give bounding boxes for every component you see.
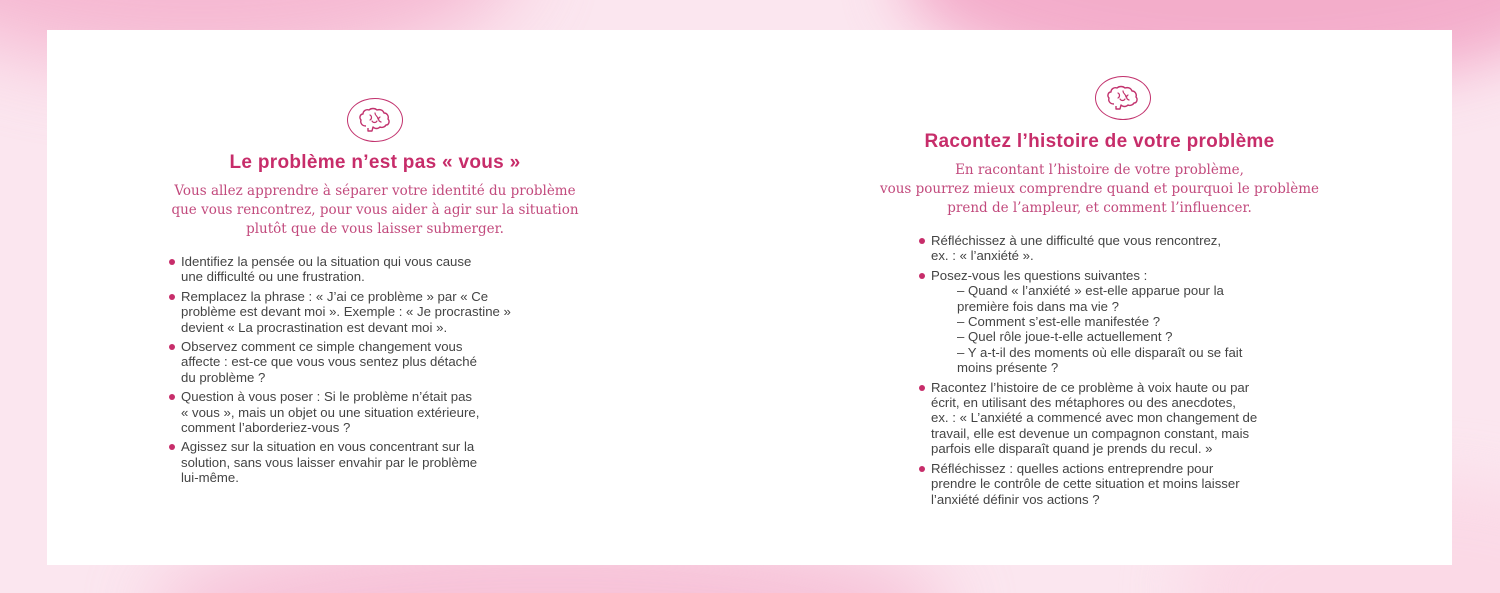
text-line: ex. : « l’anxiété ». bbox=[931, 248, 1034, 264]
text-line: prendre le contrôle de cette situation et moins laisser bbox=[931, 476, 1240, 492]
text-line: Posez-vous les questions suivantes : bbox=[931, 267, 1148, 283]
text-line: devient « La procrastination est devant moi ». bbox=[181, 319, 448, 335]
text-line: solution, sans vous laisser envahir par le problème bbox=[181, 454, 478, 470]
page-title: Le problème n’est pas « vous » bbox=[229, 152, 521, 173]
text-line: affecte : est-ce que vous vous sentez plus détaché bbox=[181, 354, 477, 370]
text-line: Réfléchissez à une difficulté que vous rencontrez, bbox=[931, 233, 1222, 248]
intro-line: En racontant l’histoire de votre problème, bbox=[955, 162, 1244, 178]
intro-line: que vous rencontrez, pour vous aider à agir sur la situation bbox=[171, 202, 579, 218]
text-line: lui-même. bbox=[181, 470, 239, 486]
text-line: – Quand « l’anxiété » est-elle apparue pour la bbox=[957, 283, 1224, 299]
list-item bbox=[181, 439, 511, 485]
text-line: Observez comment ce simple changement vous bbox=[181, 339, 463, 355]
text-line: l’anxiété définir vos actions ? bbox=[931, 491, 1100, 507]
list-item bbox=[931, 380, 1257, 457]
text-line: du problème ? bbox=[181, 369, 266, 385]
list-item bbox=[931, 268, 1257, 376]
text-line: – Quel rôle joue-t-elle actuellement ? bbox=[957, 329, 1173, 345]
text-line: « vous », mais un objet ou une situation extérieure, bbox=[181, 404, 480, 420]
text-line: travail, elle est devenue un compagnon constant, mais bbox=[931, 425, 1250, 441]
list-item bbox=[931, 233, 1257, 264]
intro-line: vous pourrez mieux comprendre quand et pourquoi le problème bbox=[879, 181, 1320, 197]
text-line: écrit, en utilisant des métaphores ou des anecdotes, bbox=[931, 395, 1236, 411]
intro-paragraph bbox=[747, 161, 1452, 218]
text-line: Identifiez la pensée ou la situation qui vous cause bbox=[181, 254, 472, 269]
text-line: Question à vous poser : Si le problème n’était pas bbox=[181, 389, 473, 405]
list-item bbox=[181, 254, 511, 285]
text-line: première fois dans ma vie ? bbox=[957, 298, 1119, 314]
bullet-list bbox=[931, 233, 1257, 511]
text-line: moins présente ? bbox=[957, 360, 1059, 376]
page-title: Racontez l’histoire de votre problème bbox=[924, 131, 1275, 152]
text-line: Agissez sur la situation en vous concentrant sur la bbox=[181, 439, 475, 455]
intro-line: prend de l’ampleur, et comment l’influencer. bbox=[947, 200, 1252, 216]
list-item bbox=[181, 389, 511, 435]
text-line: – Comment s’est-elle manifestée ? bbox=[957, 314, 1161, 330]
text-line: Réfléchissez : quelles actions entreprendre pour bbox=[931, 460, 1214, 476]
text-line: ex. : « L’anxiété a commencé avec mon changement de bbox=[931, 410, 1258, 426]
left-page bbox=[47, 30, 703, 565]
list-item bbox=[181, 339, 511, 385]
text-line: Remplacez la phrase : « J’ai ce problème » par « Ce bbox=[181, 288, 489, 304]
intro-line: plutôt que de vous laisser submerger. bbox=[246, 221, 504, 237]
text-line: – Y a-t-il des moments où elle disparaît ou se fait bbox=[957, 344, 1243, 360]
text-line: problème est devant moi ». Exemple : « Je procrastine » bbox=[181, 304, 511, 320]
right-page bbox=[747, 30, 1452, 565]
book-spread bbox=[47, 30, 1452, 565]
brain-icon bbox=[1095, 76, 1151, 120]
text-line: une difficulté ou une frustration. bbox=[181, 269, 365, 285]
list-item bbox=[931, 461, 1257, 507]
text-line: parfois elle disparaît quand je prends du recul. » bbox=[931, 441, 1213, 457]
text-line: comment l’aborderiez-vous ? bbox=[181, 420, 351, 436]
brain-icon bbox=[347, 98, 403, 142]
list-item bbox=[181, 289, 511, 335]
bullet-list bbox=[181, 254, 511, 490]
intro-line: Vous allez apprendre à séparer votre identité du problème bbox=[174, 183, 576, 199]
intro-paragraph bbox=[47, 182, 703, 239]
text-line: Racontez l’histoire de ce problème à voix haute ou par bbox=[931, 379, 1250, 395]
